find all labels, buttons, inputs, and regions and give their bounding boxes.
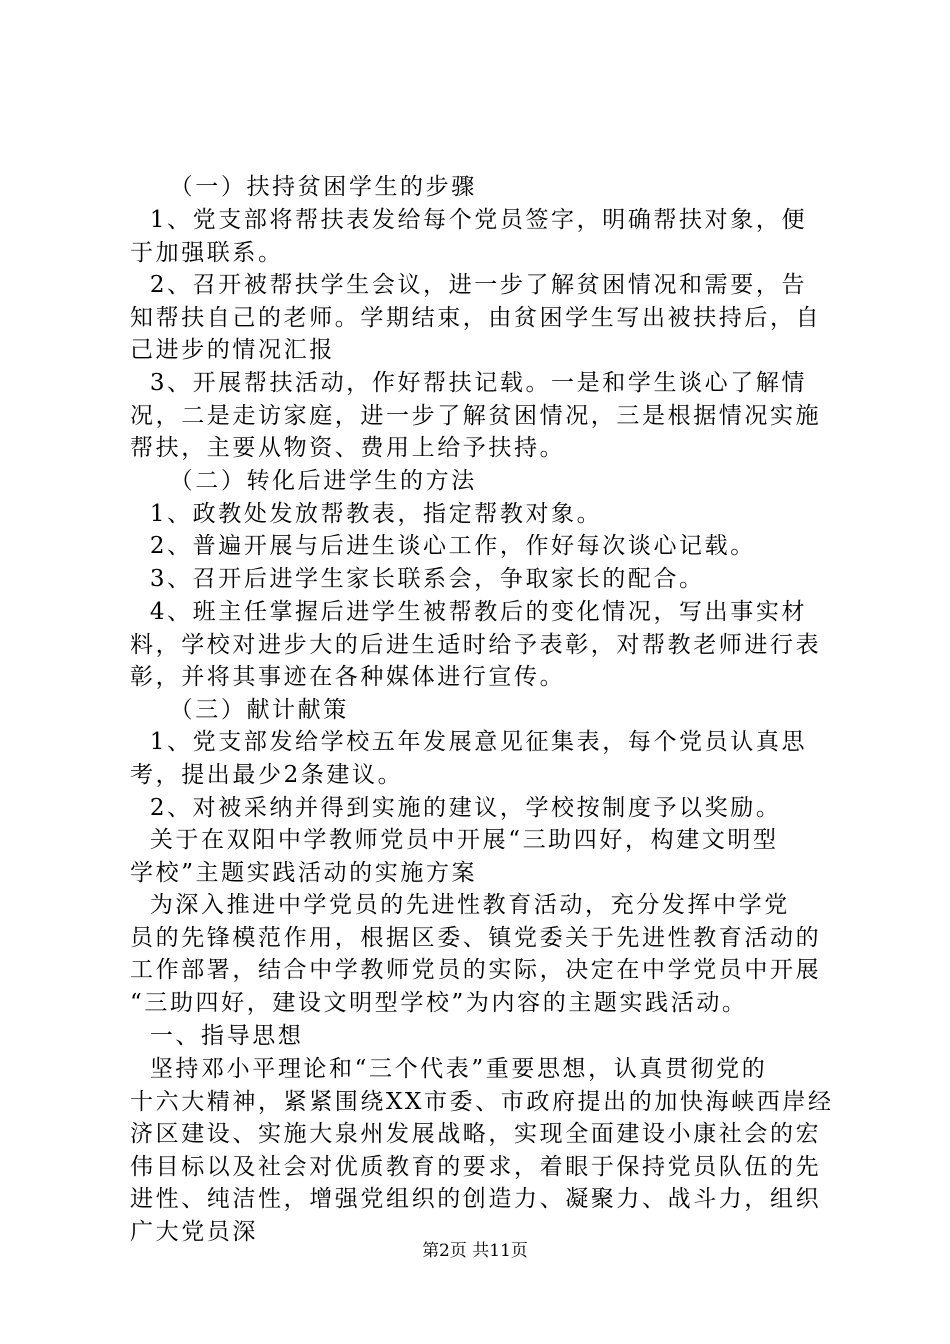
- paragraph: 3、召开后进学生家长联系会，争取家长的配合。: [130, 566, 705, 592]
- section-heading-2: （二）转化后进学生的方法: [130, 468, 477, 494]
- paragraph: 1、政教处发放帮教表，指定帮教对象。: [130, 501, 603, 527]
- section-heading-1: （一）扶持贫困学生的步骤: [130, 174, 477, 200]
- paragraph: 为深入推进中学党员的先进性教育活动，充分发挥中学党 员的先锋模范作用，根据区委、镇党委关于先进性教育活动的 工作部署，结合中学教师党员的实际，决定在中学党员中开展 “三助四好，建设文明型学校”为内容的主题实践活动。: [130, 892, 822, 1016]
- paragraph: 1、党支部发给学校五年发展意见征集表，每个党员认真思 考，提出最少2条建议。: [130, 729, 808, 788]
- page-footer: 第2页 共11页: [422, 1241, 528, 1261]
- paragraph: 3、开展帮扶活动，作好帮扶记载。一是和学生谈心了解情 况，二是走访家庭，进一步了解贫困情况，三是根据情况实施 帮扶，主要从物资、费用上给予扶持。: [130, 370, 822, 462]
- paragraph: 2、对被采纳并得到实施的建议，学校按制度予以奖励。: [130, 795, 782, 821]
- section-heading-guiding: 一、指导思想: [130, 1023, 304, 1049]
- paragraph: 坚持邓小平理论和“三个代表”重要思想，认真贯彻党的 十六大精神，紧紧围绕XX市委、市政府提出的加快海峡西岸经 济区建设、实施大泉州发展战略，实现全面建设小康社会的宏 伟目标以及社会对优质教育的要求，着眼于保持党员队伍的先 进性、纯洁性，增强党组织的创造力、凝聚力、战斗力，组织 广大党员深: [130, 1056, 834, 1245]
- paragraph: 4、班主任掌握后进学生被帮教后的变化情况，写出事实材 料，学校对进步大的后进生适时给予表彰，对帮教老师进行表 彰，并将其事迹在各种媒体进行宣传。: [130, 599, 822, 691]
- paragraph: 2、普遍开展与后进生谈心工作，作好每次谈心记载。: [130, 533, 756, 559]
- paragraph: 2、召开被帮扶学生会议，进一步了解贫困情况和需要，告 知帮扶自己的老师。学期结束，由贫困学生写出被扶持后，自 己进步的情况汇报: [130, 272, 822, 364]
- document-title: 关于在双阳中学教师党员中开展“三助四好，构建文明型 学校”主题实践活动的实施方案: [130, 827, 779, 886]
- section-heading-3: （三）献计献策: [130, 697, 349, 723]
- paragraph: 1、党支部将帮扶表发给每个党员签字，明确帮扶对象，便 于加强联系。: [130, 207, 808, 266]
